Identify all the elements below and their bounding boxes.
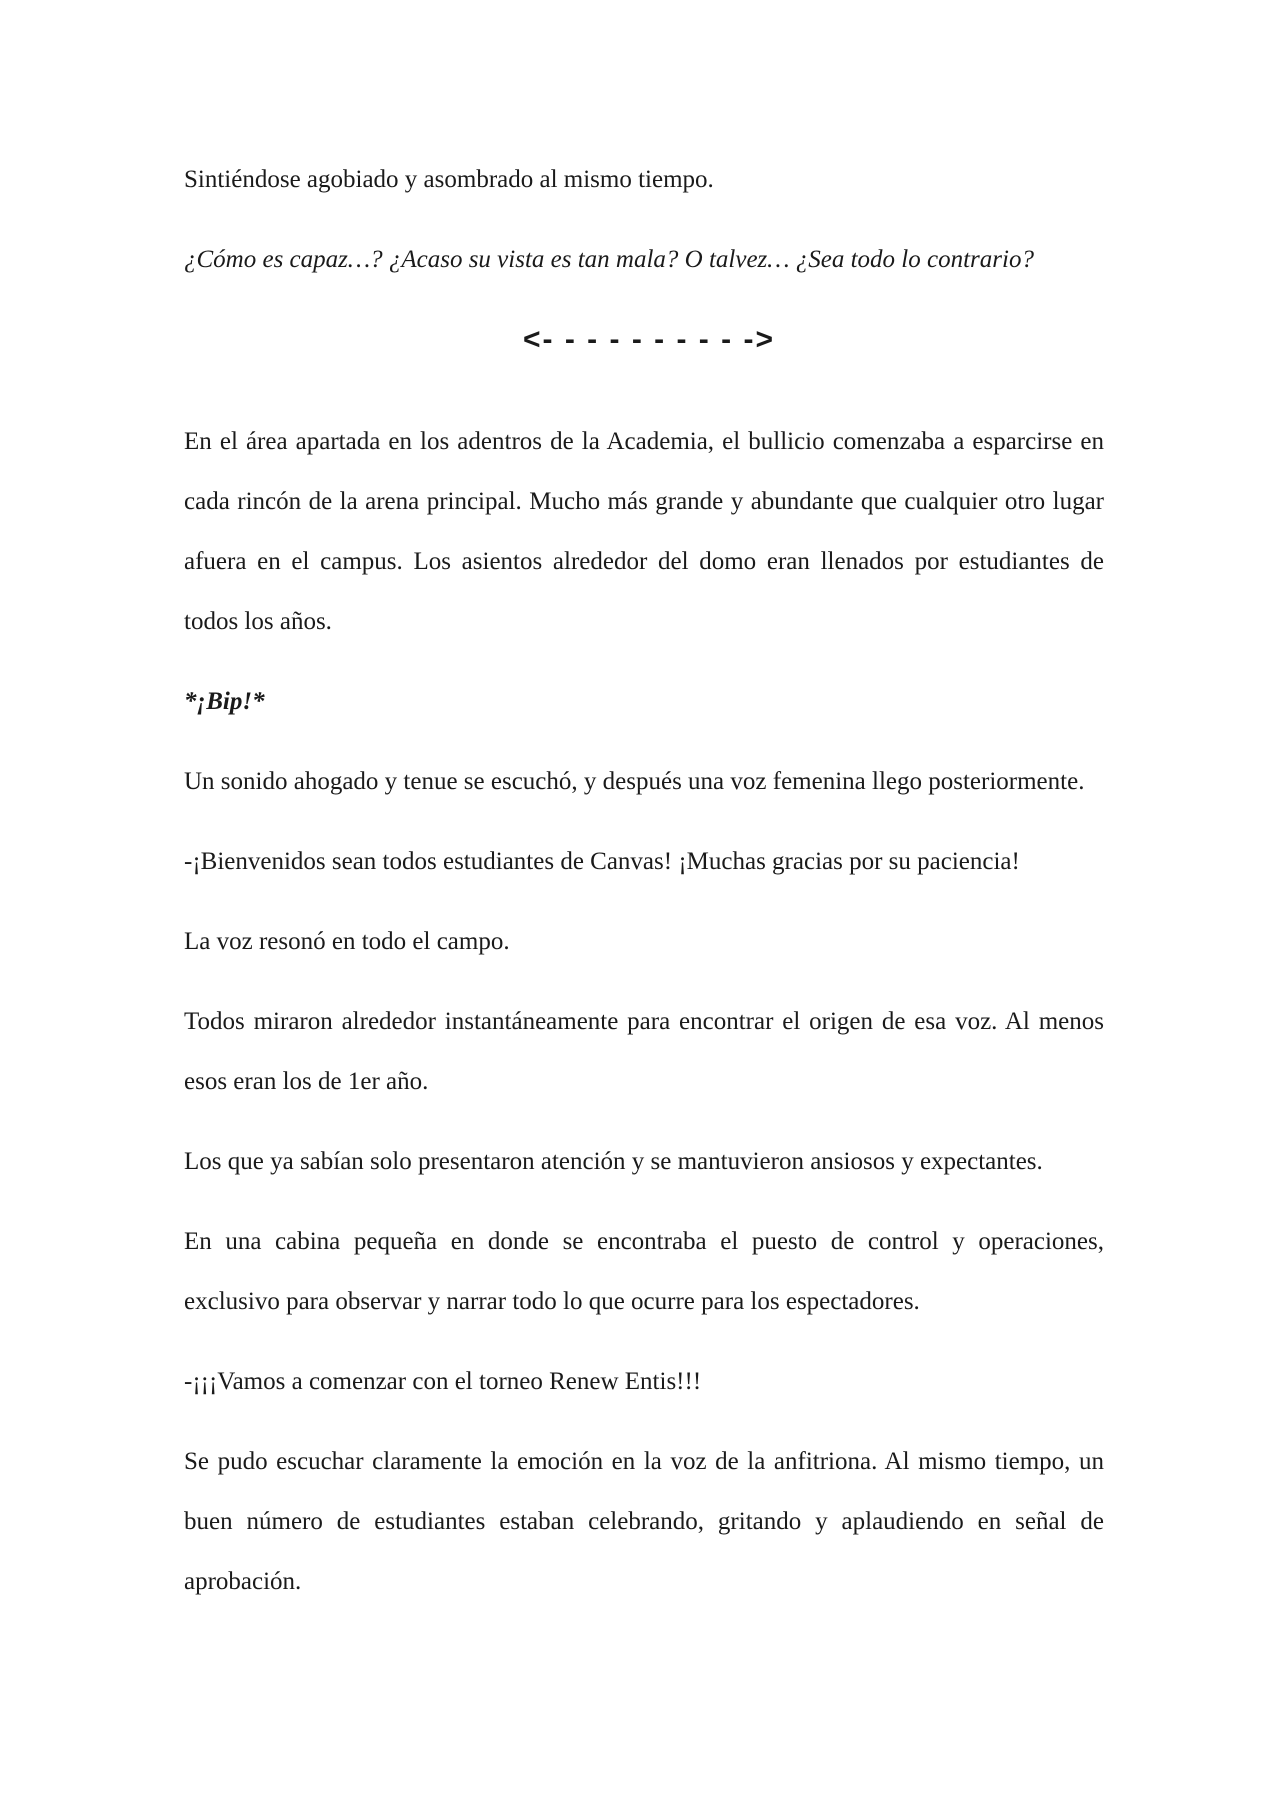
paragraph-11-dialogue: -¡¡¡Vamos a comenzar con el torneo Renew Entis!!!: [184, 1368, 702, 1395]
scene-separator: <- - - - - - - - - ->: [523, 323, 775, 356]
paragraph-6-dialogue: -¡Bienvenidos sean todos estudiantes de Canvas! ¡Muchas gracias por su paciencia!: [184, 848, 1020, 875]
paragraph-2-thought: ¿Cómo es capaz…? ¿Acaso su vista es tan mala? O talvez… ¿Sea todo lo contrario?: [184, 246, 1034, 273]
paragraph-4-sound: *¡Bip!*: [184, 688, 265, 715]
document-page: [184, 150, 1104, 1612]
paragraph-3: En el área apartada en los adentros de la Academia, el bullicio comenzaba a esparcirse en cada rincón de la arena principal. Mucho más grande y abundante que cualquier otro lugar afuera en el campus. Los asientos alrededor del domo eran llenados por estudiantes de todos los años.: [184, 428, 1104, 635]
paragraph-9: Los que ya sabían solo presentaron atención y se mantuvieron ansiosos y expectantes.: [184, 1148, 1043, 1175]
paragraph-12: Se pudo escuchar claramente la emoción en la voz de la anfitriona. Al mismo tiempo, un buen número de estudiantes estaban celebrando, gritando y aplaudiendo en señal de aprobación.: [184, 1448, 1104, 1595]
paragraph-1: Sintiéndose agobiado y asombrado al mismo tiempo.: [184, 166, 714, 193]
paragraph-8: Todos miraron alrededor instantáneamente para encontrar el origen de esa voz. Al menos esos eran los de 1er año.: [184, 1008, 1104, 1095]
paragraph-5: Un sonido ahogado y tenue se escuchó, y después una voz femenina llego posteriormente.: [184, 768, 1085, 795]
paragraph-7: La voz resonó en todo el campo.: [184, 928, 510, 955]
paragraph-10: En una cabina pequeña en donde se encontraba el puesto de control y operaciones, exclusivo para observar y narrar todo lo que ocurre para los espectadores.: [184, 1228, 1104, 1315]
